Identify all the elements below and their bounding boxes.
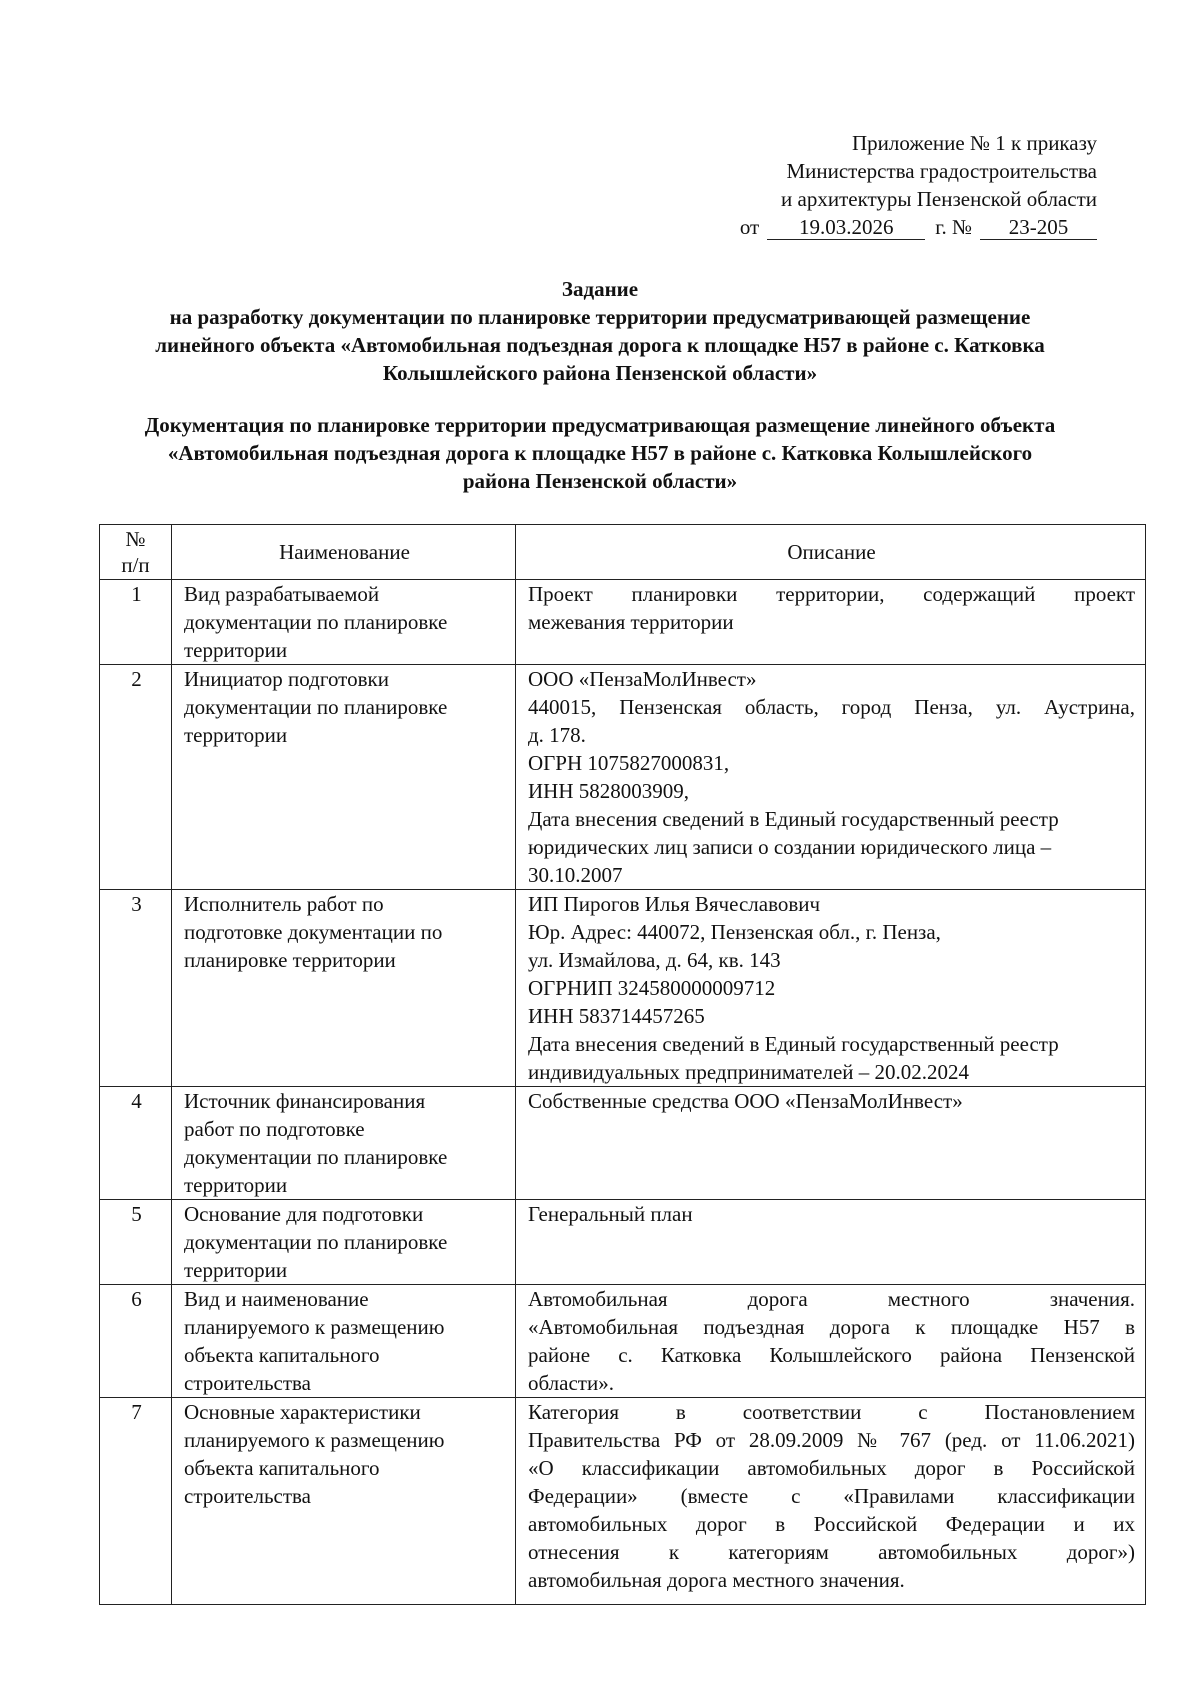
row-description xyxy=(516,890,1146,1087)
task-title-line: на разработку документации по планировке территории предусматривающей размещение xyxy=(169,305,1031,329)
row-name-line: территории xyxy=(184,1173,288,1197)
table-row xyxy=(100,890,1146,1087)
row-description-line: 440015, Пензенская область, город Пенза, ул. Аустрина, xyxy=(528,695,1135,719)
row-number: 6 xyxy=(100,1285,172,1398)
row-description xyxy=(516,580,1146,665)
row-name-line: строительства xyxy=(184,1371,312,1395)
row-description-line: Дата внесения сведений в Единый государственный реестр xyxy=(528,807,1059,831)
table-header-row xyxy=(100,525,1146,580)
row-name xyxy=(172,890,516,1087)
documentation-title-line: района Пензенской области» xyxy=(462,469,738,493)
number-prefix: г. № xyxy=(935,215,972,239)
row-description-line: автомобильная дорога местного значения. xyxy=(528,1568,905,1592)
row-description-line: ИНН 583714457265 xyxy=(528,1004,705,1028)
row-description-line: Проект планировки территории, содержащий проект xyxy=(528,582,1135,606)
row-description-line: ул. Измайлова, д. 64, кв. 143 xyxy=(528,948,781,972)
row-description-line: районе с. Катковка Колышлейского района Пензенской xyxy=(528,1343,1135,1367)
row-description xyxy=(516,1200,1146,1285)
row-description-line: 30.10.2007 xyxy=(528,863,623,887)
row-name-line: территории xyxy=(184,638,288,662)
row-number: 4 xyxy=(100,1087,172,1200)
row-name-line: Основание для подготовки xyxy=(184,1202,424,1226)
order-number: 23-205 xyxy=(980,215,1097,240)
task-title-line: Колышлейского района Пензенской области» xyxy=(382,361,818,385)
row-description-line: ОГРН 1075827000831, xyxy=(528,751,730,775)
row-description xyxy=(516,1398,1146,1605)
row-name xyxy=(172,1285,516,1398)
table-body xyxy=(100,580,1146,1605)
row-name-line: Основные характеристики xyxy=(184,1400,421,1424)
row-number: 5 xyxy=(100,1200,172,1285)
row-name-line: планируемого к размещению xyxy=(184,1315,445,1339)
row-name-line: Инициатор подготовки xyxy=(184,667,389,691)
approval-block xyxy=(740,129,1097,241)
row-description-line: индивидуальных предпринимателей – 20.02.2024 xyxy=(528,1060,969,1084)
header-name: Наименование xyxy=(172,525,516,580)
task-table xyxy=(99,524,1146,1605)
row-name-line: подготовке документации по xyxy=(184,920,443,944)
row-name-line: документации по планировке xyxy=(184,1145,448,1169)
row-description-line: Категория в соответствии с Постановлением xyxy=(528,1400,1135,1424)
row-description-line: Правительства РФ от 28.09.2009 № 767 (ред. от 11.06.2021) xyxy=(528,1428,1135,1452)
row-description-line: «Автомобильная подъездная дорога к площадке Н57 в xyxy=(528,1315,1135,1339)
row-name-line: Источник финансирования xyxy=(184,1089,426,1113)
row-name-line: работ по подготовке xyxy=(184,1117,365,1141)
row-description-line: д. 178. xyxy=(528,723,586,747)
row-name xyxy=(172,1087,516,1200)
header-description: Описание xyxy=(516,525,1146,580)
row-name-line: документации по планировке xyxy=(184,1230,448,1254)
row-description-line: Юр. Адрес: 440072, Пензенская обл., г. Пенза, xyxy=(528,920,941,944)
row-description-line: Собственные средства ООО «ПензаМолИнвест» xyxy=(528,1089,963,1113)
documentation-title xyxy=(60,411,1140,495)
header-number xyxy=(100,525,172,580)
row-description-line: юридических лиц записи о создании юридического лица – xyxy=(528,835,1052,859)
row-name-line: планировке территории xyxy=(184,948,396,972)
date-prefix: от xyxy=(739,215,760,239)
row-number: 1 xyxy=(100,580,172,665)
row-name-line: планируемого к размещению xyxy=(184,1428,445,1452)
row-number: 2 xyxy=(100,665,172,890)
row-name-line: документации по планировке xyxy=(184,695,448,719)
row-name-line: объекта капитального xyxy=(184,1456,380,1480)
row-description-line: «О классификации автомобильных дорог в Российской xyxy=(528,1456,1135,1480)
row-name xyxy=(172,580,516,665)
row-description-line: отнесения к категориям автомобильных дорог») xyxy=(528,1540,1135,1564)
table-row xyxy=(100,1200,1146,1285)
row-description-line: Генеральный план xyxy=(528,1202,693,1226)
row-description-line: межевания территории xyxy=(528,610,734,634)
row-name xyxy=(172,1398,516,1605)
header-number-line: № xyxy=(125,527,146,551)
approval-date-line xyxy=(740,213,1097,241)
row-name-line: объекта капитального xyxy=(184,1343,380,1367)
row-name xyxy=(172,665,516,890)
order-date: 19.03.2026 xyxy=(767,215,925,240)
row-description-line: ИНН 5828003909, xyxy=(528,779,689,803)
row-name-line: территории xyxy=(184,723,288,747)
row-description-line: автомобильных дорог в Российской Федерации и их xyxy=(528,1512,1135,1536)
task-title-line: Задание xyxy=(561,277,639,301)
row-description-line: Федерации» (вместе с «Правилами классификации xyxy=(528,1484,1135,1508)
row-number: 3 xyxy=(100,890,172,1087)
documentation-title-line: «Автомобильная подъездная дорога к площадке Н57 в районе с. Катковка Колышлейского xyxy=(167,441,1033,465)
row-description-line: Дата внесения сведений в Единый государственный реестр xyxy=(528,1032,1059,1056)
row-description-line: Автомобильная дорога местного значения. xyxy=(528,1287,1135,1311)
approval-line: Министерства градостроительства xyxy=(786,159,1097,183)
row-name-line: строительства xyxy=(184,1484,312,1508)
row-description-line: ОГРНИП 324580000009712 xyxy=(528,976,776,1000)
header-number-line: п/п xyxy=(121,553,150,577)
row-description-line: области». xyxy=(528,1371,614,1395)
row-name xyxy=(172,1200,516,1285)
row-name-line: Вид разрабатываемой xyxy=(184,582,380,606)
row-description xyxy=(516,1087,1146,1200)
row-description-line: ИП Пирогов Илья Вячеславович xyxy=(528,892,821,916)
table-row xyxy=(100,1398,1146,1605)
row-name-line: Исполнитель работ по xyxy=(184,892,384,916)
row-name-line: территории xyxy=(184,1258,288,1282)
table-row xyxy=(100,1087,1146,1200)
documentation-title-line: Документация по планировке территории предусматривающая размещение линейного объекта xyxy=(144,413,1056,437)
task-title-line: линейного объекта «Автомобильная подъездная дорога к площадке Н57 в районе с. Катковка xyxy=(155,333,1045,357)
row-number: 7 xyxy=(100,1398,172,1605)
row-description xyxy=(516,1285,1146,1398)
task-title xyxy=(60,275,1140,387)
table-row xyxy=(100,580,1146,665)
approval-line: Приложение № 1 к приказу xyxy=(852,131,1097,155)
table-row xyxy=(100,665,1146,890)
approval-line: и архитектуры Пензенской области xyxy=(781,187,1097,211)
row-name-line: документации по планировке xyxy=(184,610,448,634)
row-description xyxy=(516,665,1146,890)
row-name-line: Вид и наименование xyxy=(184,1287,369,1311)
table-row xyxy=(100,1285,1146,1398)
row-description-line: ООО «ПензаМолИнвест» xyxy=(528,667,757,691)
